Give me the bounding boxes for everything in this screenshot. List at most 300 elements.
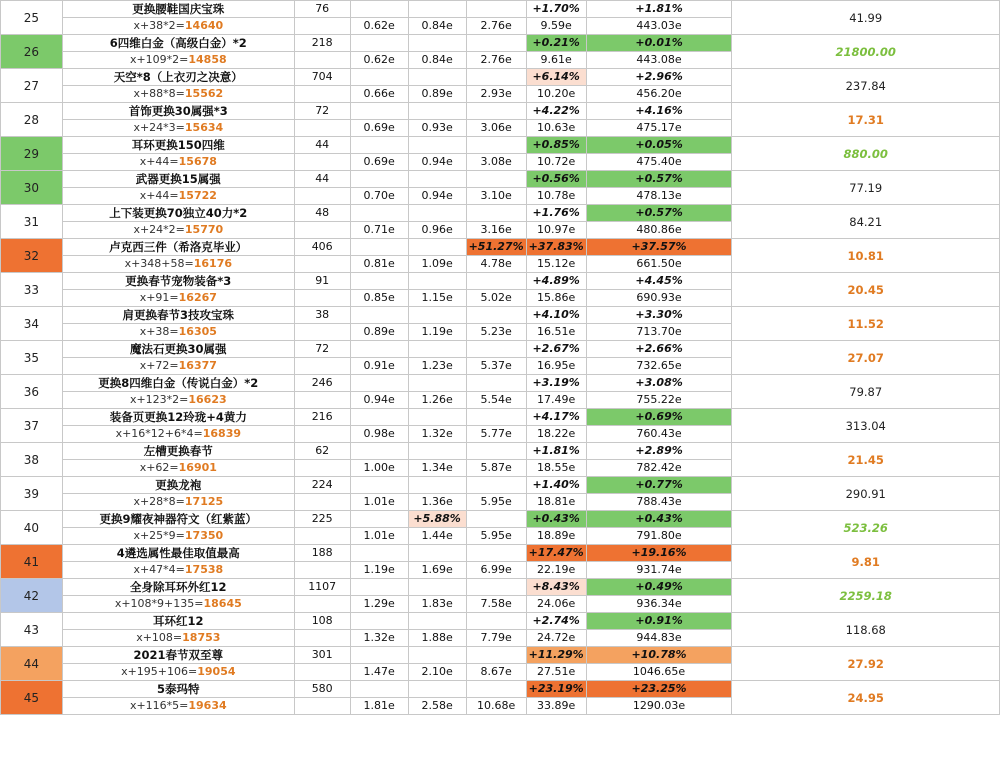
- value-total-cell[interactable]: 690.93e: [586, 290, 732, 307]
- value-c-cell[interactable]: 5.23e: [466, 324, 526, 341]
- item-name-cell[interactable]: 上下装更换70独立40力*2: [62, 205, 294, 222]
- value-total-cell[interactable]: 443.03e: [586, 18, 732, 35]
- value-d-cell[interactable]: 10.97e: [526, 222, 586, 239]
- pct-second-cell[interactable]: +37.57%: [586, 239, 732, 256]
- ratio-cell[interactable]: 290.91: [732, 477, 1000, 511]
- empty-cell[interactable]: [294, 188, 350, 205]
- value-b-cell[interactable]: 2.10e: [408, 664, 466, 681]
- pct-col-b-cell[interactable]: [408, 171, 466, 188]
- pct-col-b-cell[interactable]: [408, 205, 466, 222]
- pct-main-cell[interactable]: +3.19%: [526, 375, 586, 392]
- formula-cell[interactable]: [62, 698, 294, 715]
- formula-cell[interactable]: [62, 154, 294, 171]
- cost-cell[interactable]: 406: [294, 239, 350, 256]
- value-b-cell[interactable]: 1.23e: [408, 358, 466, 375]
- value-b-cell[interactable]: 1.15e: [408, 290, 466, 307]
- value-a-cell[interactable]: 1.00e: [350, 460, 408, 477]
- value-total-cell[interactable]: 443.08e: [586, 52, 732, 69]
- ratio-cell[interactable]: 20.45: [732, 273, 1000, 307]
- value-b-cell[interactable]: 1.32e: [408, 426, 466, 443]
- empty-cell[interactable]: [294, 86, 350, 103]
- value-total-cell[interactable]: 936.34e: [586, 596, 732, 613]
- value-a-cell[interactable]: 0.94e: [350, 392, 408, 409]
- pct-col-a-cell[interactable]: [350, 511, 408, 528]
- item-name-cell[interactable]: 耳环更换150四维: [62, 137, 294, 154]
- empty-cell[interactable]: [294, 562, 350, 579]
- pct-col-a-cell[interactable]: [350, 443, 408, 460]
- pct-second-cell[interactable]: +0.49%: [586, 579, 732, 596]
- cost-cell[interactable]: 246: [294, 375, 350, 392]
- value-d-cell[interactable]: 22.19e: [526, 562, 586, 579]
- cost-cell[interactable]: 62: [294, 443, 350, 460]
- pct-col-b-cell[interactable]: [408, 613, 466, 630]
- value-b-cell[interactable]: 1.09e: [408, 256, 466, 273]
- value-c-cell[interactable]: 7.79e: [466, 630, 526, 647]
- item-name-cell[interactable]: 天空*8（上衣刃之决意）: [62, 69, 294, 86]
- pct-main-cell[interactable]: +4.17%: [526, 409, 586, 426]
- ratio-cell[interactable]: 313.04: [732, 409, 1000, 443]
- row-number-cell[interactable]: 29: [1, 137, 63, 171]
- value-a-cell[interactable]: 0.62e: [350, 52, 408, 69]
- empty-cell[interactable]: [294, 426, 350, 443]
- value-d-cell[interactable]: 24.72e: [526, 630, 586, 647]
- pct-col-c-cell[interactable]: [466, 341, 526, 358]
- ratio-cell[interactable]: 10.81: [732, 239, 1000, 273]
- cost-cell[interactable]: 704: [294, 69, 350, 86]
- value-d-cell[interactable]: 10.78e: [526, 188, 586, 205]
- item-name-cell[interactable]: 更换8四维白金（传说白金）*2: [62, 375, 294, 392]
- cost-cell[interactable]: 218: [294, 35, 350, 52]
- row-number-cell[interactable]: 32: [1, 239, 63, 273]
- pct-main-cell[interactable]: +6.14%: [526, 69, 586, 86]
- row-number-cell[interactable]: 33: [1, 273, 63, 307]
- formula-cell[interactable]: [62, 18, 294, 35]
- empty-cell[interactable]: [294, 596, 350, 613]
- value-c-cell[interactable]: 3.10e: [466, 188, 526, 205]
- value-b-cell[interactable]: 1.34e: [408, 460, 466, 477]
- cost-cell[interactable]: 580: [294, 681, 350, 698]
- cost-cell[interactable]: 38: [294, 307, 350, 324]
- row-number-cell[interactable]: 45: [1, 681, 63, 715]
- value-d-cell[interactable]: 17.49e: [526, 392, 586, 409]
- value-d-cell[interactable]: 10.72e: [526, 154, 586, 171]
- value-d-cell[interactable]: 10.63e: [526, 120, 586, 137]
- pct-col-c-cell[interactable]: [466, 579, 526, 596]
- pct-col-c-cell[interactable]: [466, 409, 526, 426]
- pct-main-cell[interactable]: +8.43%: [526, 579, 586, 596]
- pct-col-a-cell[interactable]: [350, 613, 408, 630]
- row-number-cell[interactable]: 42: [1, 579, 63, 613]
- pct-second-cell[interactable]: +10.78%: [586, 647, 732, 664]
- value-a-cell[interactable]: 1.47e: [350, 664, 408, 681]
- row-number-cell[interactable]: 26: [1, 35, 63, 69]
- pct-col-c-cell[interactable]: [466, 443, 526, 460]
- item-name-cell[interactable]: 4遴选属性最佳取值最高: [62, 545, 294, 562]
- ratio-cell[interactable]: 21800.00: [732, 35, 1000, 69]
- pct-main-cell[interactable]: +0.56%: [526, 171, 586, 188]
- pct-main-cell[interactable]: +23.19%: [526, 681, 586, 698]
- pct-col-a-cell[interactable]: [350, 35, 408, 52]
- pct-col-c-cell[interactable]: [466, 375, 526, 392]
- value-d-cell[interactable]: 9.61e: [526, 52, 586, 69]
- value-d-cell[interactable]: 18.22e: [526, 426, 586, 443]
- pct-col-a-cell[interactable]: [350, 171, 408, 188]
- pct-col-a-cell[interactable]: [350, 239, 408, 256]
- value-total-cell[interactable]: 732.65e: [586, 358, 732, 375]
- formula-cell[interactable]: [62, 630, 294, 647]
- pct-col-c-cell[interactable]: [466, 545, 526, 562]
- cost-cell[interactable]: 301: [294, 647, 350, 664]
- value-a-cell[interactable]: 1.01e: [350, 494, 408, 511]
- value-b-cell[interactable]: 2.58e: [408, 698, 466, 715]
- value-c-cell[interactable]: 6.99e: [466, 562, 526, 579]
- cost-cell[interactable]: 44: [294, 137, 350, 154]
- empty-cell[interactable]: [294, 698, 350, 715]
- ratio-cell[interactable]: 21.45: [732, 443, 1000, 477]
- pct-col-c-cell[interactable]: [466, 477, 526, 494]
- item-name-cell[interactable]: 6四维白金（高级白金）*2: [62, 35, 294, 52]
- formula-cell[interactable]: [62, 460, 294, 477]
- value-a-cell[interactable]: 0.98e: [350, 426, 408, 443]
- empty-cell[interactable]: [294, 52, 350, 69]
- item-name-cell[interactable]: 更换春节宠物装备*3: [62, 273, 294, 290]
- pct-col-b-cell[interactable]: [408, 647, 466, 664]
- value-c-cell[interactable]: 2.93e: [466, 86, 526, 103]
- value-b-cell[interactable]: 1.26e: [408, 392, 466, 409]
- empty-cell[interactable]: [294, 528, 350, 545]
- pct-col-a-cell[interactable]: [350, 307, 408, 324]
- empty-cell[interactable]: [294, 358, 350, 375]
- item-name-cell[interactable]: 卢克西三件（希洛克毕业）: [62, 239, 294, 256]
- pct-main-cell[interactable]: +1.40%: [526, 477, 586, 494]
- pct-second-cell[interactable]: +2.89%: [586, 443, 732, 460]
- empty-cell[interactable]: [294, 664, 350, 681]
- value-c-cell[interactable]: 5.95e: [466, 494, 526, 511]
- empty-cell[interactable]: [294, 630, 350, 647]
- value-total-cell[interactable]: 480.86e: [586, 222, 732, 239]
- cost-cell[interactable]: 72: [294, 103, 350, 120]
- empty-cell[interactable]: [294, 222, 350, 239]
- value-d-cell[interactable]: 18.81e: [526, 494, 586, 511]
- value-c-cell[interactable]: 3.08e: [466, 154, 526, 171]
- value-total-cell[interactable]: 788.43e: [586, 494, 732, 511]
- value-b-cell[interactable]: 0.93e: [408, 120, 466, 137]
- pct-col-c-cell[interactable]: [466, 647, 526, 664]
- value-total-cell[interactable]: 791.80e: [586, 528, 732, 545]
- pct-main-cell[interactable]: +11.29%: [526, 647, 586, 664]
- value-b-cell[interactable]: 1.83e: [408, 596, 466, 613]
- formula-cell[interactable]: [62, 120, 294, 137]
- ratio-cell[interactable]: 79.87: [732, 375, 1000, 409]
- pct-second-cell[interactable]: +0.01%: [586, 35, 732, 52]
- value-c-cell[interactable]: 4.78e: [466, 256, 526, 273]
- formula-cell[interactable]: [62, 528, 294, 545]
- pct-col-c-cell[interactable]: [466, 137, 526, 154]
- formula-cell[interactable]: [62, 358, 294, 375]
- pct-col-c-cell[interactable]: [466, 69, 526, 86]
- pct-col-b-cell[interactable]: [408, 375, 466, 392]
- value-b-cell[interactable]: 0.96e: [408, 222, 466, 239]
- pct-col-c-cell[interactable]: [466, 205, 526, 222]
- pct-main-cell[interactable]: +0.85%: [526, 137, 586, 154]
- formula-cell[interactable]: [62, 256, 294, 273]
- ratio-cell[interactable]: 880.00: [732, 137, 1000, 171]
- value-c-cell[interactable]: 8.67e: [466, 664, 526, 681]
- pct-col-b-cell[interactable]: [408, 69, 466, 86]
- item-name-cell[interactable]: 魔法石更换30属强: [62, 341, 294, 358]
- row-number-cell[interactable]: 25: [1, 1, 63, 35]
- pct-second-cell[interactable]: +4.16%: [586, 103, 732, 120]
- pct-col-c-cell[interactable]: [466, 511, 526, 528]
- pct-main-cell[interactable]: +0.21%: [526, 35, 586, 52]
- pct-col-c-cell[interactable]: [466, 273, 526, 290]
- row-number-cell[interactable]: 28: [1, 103, 63, 137]
- pct-col-a-cell[interactable]: [350, 477, 408, 494]
- value-b-cell[interactable]: 1.69e: [408, 562, 466, 579]
- formula-cell[interactable]: [62, 426, 294, 443]
- value-b-cell[interactable]: 0.89e: [408, 86, 466, 103]
- empty-cell[interactable]: [294, 460, 350, 477]
- value-total-cell[interactable]: 478.13e: [586, 188, 732, 205]
- empty-cell[interactable]: [294, 256, 350, 273]
- value-b-cell[interactable]: 1.36e: [408, 494, 466, 511]
- value-total-cell[interactable]: 661.50e: [586, 256, 732, 273]
- value-a-cell[interactable]: 0.85e: [350, 290, 408, 307]
- value-total-cell[interactable]: 755.22e: [586, 392, 732, 409]
- value-c-cell[interactable]: 5.87e: [466, 460, 526, 477]
- item-name-cell[interactable]: 全身除耳环外红12: [62, 579, 294, 596]
- value-total-cell[interactable]: 475.17e: [586, 120, 732, 137]
- value-a-cell[interactable]: 0.89e: [350, 324, 408, 341]
- pct-second-cell[interactable]: +0.05%: [586, 137, 732, 154]
- pct-col-c-cell[interactable]: +51.27%: [466, 239, 526, 256]
- value-total-cell[interactable]: 1290.03e: [586, 698, 732, 715]
- value-c-cell[interactable]: 5.77e: [466, 426, 526, 443]
- pct-col-a-cell[interactable]: [350, 103, 408, 120]
- row-number-cell[interactable]: 41: [1, 545, 63, 579]
- pct-col-b-cell[interactable]: [408, 103, 466, 120]
- pct-second-cell[interactable]: +0.91%: [586, 613, 732, 630]
- formula-cell[interactable]: [62, 664, 294, 681]
- pct-col-a-cell[interactable]: [350, 137, 408, 154]
- item-name-cell[interactable]: 左槽更换春节: [62, 443, 294, 460]
- value-c-cell[interactable]: 5.37e: [466, 358, 526, 375]
- empty-cell[interactable]: [294, 324, 350, 341]
- value-a-cell[interactable]: 0.91e: [350, 358, 408, 375]
- pct-second-cell[interactable]: +0.77%: [586, 477, 732, 494]
- cost-cell[interactable]: 76: [294, 1, 350, 18]
- value-b-cell[interactable]: 1.88e: [408, 630, 466, 647]
- item-name-cell[interactable]: 耳环红12: [62, 613, 294, 630]
- ratio-cell[interactable]: 84.21: [732, 205, 1000, 239]
- pct-second-cell[interactable]: +4.45%: [586, 273, 732, 290]
- formula-cell[interactable]: [62, 222, 294, 239]
- formula-cell[interactable]: [62, 494, 294, 511]
- pct-second-cell[interactable]: +2.96%: [586, 69, 732, 86]
- item-name-cell[interactable]: 更换腰鞋国庆宝珠: [62, 1, 294, 18]
- value-total-cell[interactable]: 760.43e: [586, 426, 732, 443]
- pct-col-b-cell[interactable]: [408, 341, 466, 358]
- empty-cell[interactable]: [294, 120, 350, 137]
- pct-col-b-cell[interactable]: [408, 579, 466, 596]
- pct-col-a-cell[interactable]: [350, 273, 408, 290]
- formula-cell[interactable]: [62, 596, 294, 613]
- pct-col-c-cell[interactable]: [466, 171, 526, 188]
- value-d-cell[interactable]: 33.89e: [526, 698, 586, 715]
- pct-second-cell[interactable]: +3.08%: [586, 375, 732, 392]
- pct-main-cell[interactable]: +17.47%: [526, 545, 586, 562]
- pct-col-b-cell[interactable]: [408, 545, 466, 562]
- pct-col-a-cell[interactable]: [350, 681, 408, 698]
- value-d-cell[interactable]: 24.06e: [526, 596, 586, 613]
- pct-col-b-cell[interactable]: [408, 409, 466, 426]
- ratio-cell[interactable]: 9.81: [732, 545, 1000, 579]
- pct-main-cell[interactable]: +1.81%: [526, 443, 586, 460]
- value-total-cell[interactable]: 456.20e: [586, 86, 732, 103]
- formula-cell[interactable]: [62, 392, 294, 409]
- value-a-cell[interactable]: 0.81e: [350, 256, 408, 273]
- value-b-cell[interactable]: 0.84e: [408, 18, 466, 35]
- row-number-cell[interactable]: 44: [1, 647, 63, 681]
- ratio-cell[interactable]: 118.68: [732, 613, 1000, 647]
- item-name-cell[interactable]: 更换龙袍: [62, 477, 294, 494]
- row-number-cell[interactable]: 37: [1, 409, 63, 443]
- row-number-cell[interactable]: 27: [1, 69, 63, 103]
- value-d-cell[interactable]: 27.51e: [526, 664, 586, 681]
- pct-second-cell[interactable]: +19.16%: [586, 545, 732, 562]
- pct-col-b-cell[interactable]: [408, 137, 466, 154]
- value-b-cell[interactable]: 1.19e: [408, 324, 466, 341]
- value-a-cell[interactable]: 0.70e: [350, 188, 408, 205]
- cost-cell[interactable]: 91: [294, 273, 350, 290]
- pct-main-cell[interactable]: +37.83%: [526, 239, 586, 256]
- value-c-cell[interactable]: 3.16e: [466, 222, 526, 239]
- pct-col-c-cell[interactable]: [466, 35, 526, 52]
- value-d-cell[interactable]: 15.86e: [526, 290, 586, 307]
- item-name-cell[interactable]: 装备页更换12玲珑+4黄力: [62, 409, 294, 426]
- pct-main-cell[interactable]: +1.76%: [526, 205, 586, 222]
- value-a-cell[interactable]: 1.01e: [350, 528, 408, 545]
- row-number-cell[interactable]: 35: [1, 341, 63, 375]
- value-a-cell[interactable]: 1.29e: [350, 596, 408, 613]
- cost-cell[interactable]: 108: [294, 613, 350, 630]
- value-b-cell[interactable]: 0.84e: [408, 52, 466, 69]
- value-a-cell[interactable]: 0.71e: [350, 222, 408, 239]
- cost-cell[interactable]: 1107: [294, 579, 350, 596]
- formula-cell[interactable]: [62, 562, 294, 579]
- row-number-cell[interactable]: 39: [1, 477, 63, 511]
- pct-col-b-cell[interactable]: [408, 35, 466, 52]
- value-total-cell[interactable]: 1046.65e: [586, 664, 732, 681]
- value-d-cell[interactable]: 18.89e: [526, 528, 586, 545]
- formula-cell[interactable]: [62, 188, 294, 205]
- pct-col-a-cell[interactable]: [350, 647, 408, 664]
- ratio-cell[interactable]: 11.52: [732, 307, 1000, 341]
- pct-second-cell[interactable]: +1.81%: [586, 1, 732, 18]
- cost-cell[interactable]: 44: [294, 171, 350, 188]
- empty-cell[interactable]: [294, 392, 350, 409]
- value-b-cell[interactable]: 0.94e: [408, 154, 466, 171]
- pct-second-cell[interactable]: +2.66%: [586, 341, 732, 358]
- pct-col-a-cell[interactable]: [350, 69, 408, 86]
- pct-second-cell[interactable]: +23.25%: [586, 681, 732, 698]
- formula-cell[interactable]: [62, 290, 294, 307]
- pct-main-cell[interactable]: +4.10%: [526, 307, 586, 324]
- row-number-cell[interactable]: 31: [1, 205, 63, 239]
- pct-col-c-cell[interactable]: [466, 307, 526, 324]
- pct-col-b-cell[interactable]: [408, 239, 466, 256]
- item-name-cell[interactable]: 武器更换15属强: [62, 171, 294, 188]
- cost-cell[interactable]: 188: [294, 545, 350, 562]
- value-a-cell[interactable]: 0.69e: [350, 154, 408, 171]
- pct-col-a-cell[interactable]: [350, 375, 408, 392]
- formula-cell[interactable]: [62, 52, 294, 69]
- value-d-cell[interactable]: 9.59e: [526, 18, 586, 35]
- ratio-cell[interactable]: 77.19: [732, 171, 1000, 205]
- pct-col-a-cell[interactable]: [350, 1, 408, 18]
- ratio-cell[interactable]: 17.31: [732, 103, 1000, 137]
- value-a-cell[interactable]: 0.66e: [350, 86, 408, 103]
- pct-main-cell[interactable]: +2.67%: [526, 341, 586, 358]
- pct-main-cell[interactable]: +4.22%: [526, 103, 586, 120]
- ratio-cell[interactable]: 523.26: [732, 511, 1000, 545]
- row-number-cell[interactable]: 40: [1, 511, 63, 545]
- value-total-cell[interactable]: 944.83e: [586, 630, 732, 647]
- pct-col-b-cell[interactable]: [408, 443, 466, 460]
- pct-col-b-cell[interactable]: [408, 273, 466, 290]
- pct-col-a-cell[interactable]: [350, 341, 408, 358]
- pct-second-cell[interactable]: +0.57%: [586, 205, 732, 222]
- value-d-cell[interactable]: 15.12e: [526, 256, 586, 273]
- ratio-cell[interactable]: 2259.18: [732, 579, 1000, 613]
- value-b-cell[interactable]: 0.94e: [408, 188, 466, 205]
- pct-col-a-cell[interactable]: [350, 409, 408, 426]
- value-a-cell[interactable]: 1.32e: [350, 630, 408, 647]
- pct-col-b-cell[interactable]: [408, 477, 466, 494]
- pct-col-a-cell[interactable]: [350, 205, 408, 222]
- pct-col-c-cell[interactable]: [466, 103, 526, 120]
- cost-cell[interactable]: 216: [294, 409, 350, 426]
- value-a-cell[interactable]: 1.19e: [350, 562, 408, 579]
- empty-cell[interactable]: [294, 18, 350, 35]
- value-a-cell[interactable]: 0.62e: [350, 18, 408, 35]
- value-c-cell[interactable]: 5.02e: [466, 290, 526, 307]
- pct-main-cell[interactable]: +0.43%: [526, 511, 586, 528]
- pct-main-cell[interactable]: +2.74%: [526, 613, 586, 630]
- pct-col-b-cell[interactable]: [408, 307, 466, 324]
- ratio-cell[interactable]: 27.07: [732, 341, 1000, 375]
- value-c-cell[interactable]: 10.68e: [466, 698, 526, 715]
- empty-cell[interactable]: [294, 290, 350, 307]
- formula-cell[interactable]: [62, 324, 294, 341]
- pct-col-c-cell[interactable]: [466, 1, 526, 18]
- ratio-cell[interactable]: 237.84: [732, 69, 1000, 103]
- pct-second-cell[interactable]: +0.57%: [586, 171, 732, 188]
- value-c-cell[interactable]: 2.76e: [466, 18, 526, 35]
- pct-col-a-cell[interactable]: [350, 545, 408, 562]
- value-b-cell[interactable]: 1.44e: [408, 528, 466, 545]
- pct-col-b-cell[interactable]: [408, 1, 466, 18]
- value-total-cell[interactable]: 475.40e: [586, 154, 732, 171]
- cost-cell[interactable]: 72: [294, 341, 350, 358]
- pct-col-b-cell[interactable]: +5.88%: [408, 511, 466, 528]
- value-a-cell[interactable]: 0.69e: [350, 120, 408, 137]
- row-number-cell[interactable]: 36: [1, 375, 63, 409]
- value-c-cell[interactable]: 5.95e: [466, 528, 526, 545]
- pct-col-b-cell[interactable]: [408, 681, 466, 698]
- ratio-cell[interactable]: 27.92: [732, 647, 1000, 681]
- pct-second-cell[interactable]: +3.30%: [586, 307, 732, 324]
